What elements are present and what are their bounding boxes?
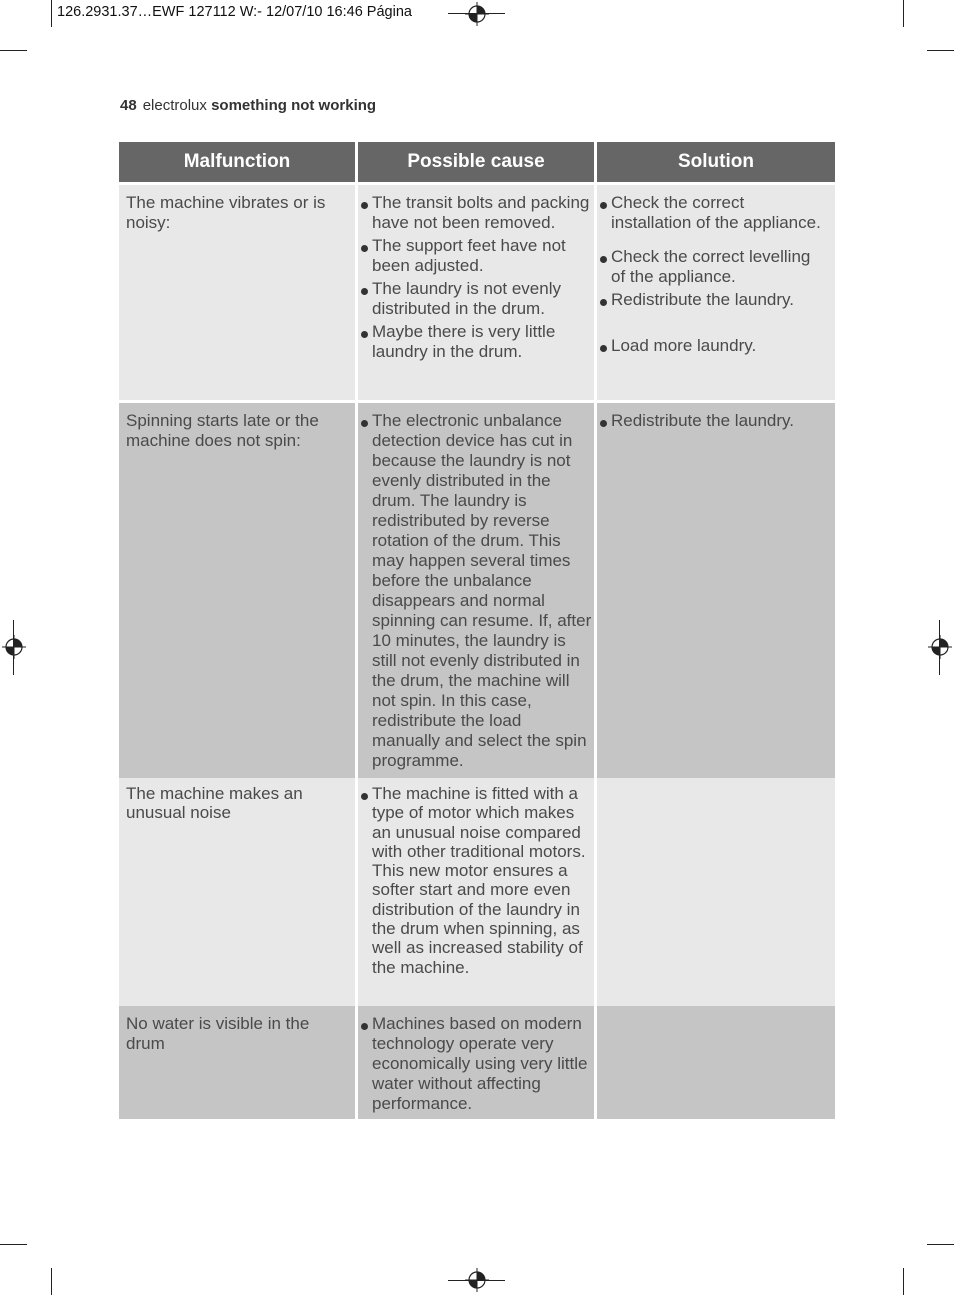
page-header [120, 97, 376, 114]
solution-item: Load more laundry. [599, 336, 828, 356]
registration-mark-icon [465, 2, 489, 26]
crop-mark [927, 1244, 954, 1245]
print-slug: 126.2931.37…EWF 127112 W:- 12/07/10 16:46 Página [57, 4, 412, 20]
malfunction-cell: No water is visible in the drum [119, 1006, 355, 1119]
column-header-malfunction: Malfunction [119, 142, 355, 182]
troubleshooting-table [119, 142, 835, 1119]
crop-mark [903, 1268, 904, 1295]
table-row [119, 403, 835, 778]
cause-cell [358, 185, 594, 400]
solution-cell [597, 1006, 835, 1119]
column-header-solution: Solution [597, 142, 835, 182]
page-number: 48 [120, 97, 137, 114]
brand-name: electrolux [142, 97, 207, 114]
table-row [119, 778, 835, 1006]
registration-mark-icon [465, 1268, 489, 1292]
crop-mark [51, 0, 52, 27]
registration-mark-icon [2, 635, 26, 659]
solution-item: Redistribute the laundry. [599, 411, 828, 431]
solution-cell [597, 403, 835, 778]
crop-mark [0, 50, 27, 51]
crop-mark [0, 1244, 27, 1245]
crop-mark [51, 1268, 52, 1295]
cause-cell [358, 778, 594, 1006]
column-header-possible-cause: Possible cause [358, 142, 594, 182]
cause-cell [358, 1006, 594, 1119]
cause-item: Maybe there is very little laundry in the drum. [360, 322, 592, 362]
cause-item: The laundry is not evenly distributed in the drum. [360, 279, 592, 319]
malfunction-cell: The machine makes an unusual noise [119, 778, 355, 1006]
section-title: something not working [211, 97, 377, 114]
table-row [119, 185, 835, 400]
table-row [119, 1006, 835, 1119]
cause-item: The support feet have not been adjusted. [360, 236, 592, 276]
malfunction-cell: The machine vibrates or is noisy: [119, 185, 355, 400]
malfunction-cell: Spinning starts late or the machine does not spin: [119, 403, 355, 778]
solution-item: Redistribute the laundry. [599, 290, 828, 310]
cause-cell [358, 403, 594, 778]
registration-mark-icon [928, 635, 952, 659]
cause-item: The transit bolts and packing have not been removed. [360, 193, 592, 233]
solution-cell [597, 778, 835, 1006]
solution-item: Check the correct levelling of the appliance. [599, 247, 828, 287]
table-header-row [119, 142, 835, 182]
crop-mark [927, 50, 954, 51]
solution-item: Check the correct installation of the appliance. [599, 193, 828, 233]
solution-cell [597, 185, 835, 400]
cause-item: The machine is fitted with a type of motor which makes an unusual noise compared with other traditional motors. This new motor ensures a softer start and more even distribution of the laundry in the drum when spinning, as well as increased stability of the machine. [360, 784, 592, 977]
cause-item: The electronic unbalance detection device has cut in because the laundry is not evenly distributed in the drum. The laundry is redistributed by reverse rotation of the drum. This may happen several times before the unbalance disappears and normal spinning can resume. If, after 10 minutes, the laundry is still not evenly distributed in the drum, the machine will not spin. In this case, redistribute the load manually and select the spin programme. [360, 411, 592, 771]
cause-item: Machines based on modern technology operate very economically using very little water without affecting performance. [360, 1014, 592, 1114]
crop-mark [903, 0, 904, 27]
